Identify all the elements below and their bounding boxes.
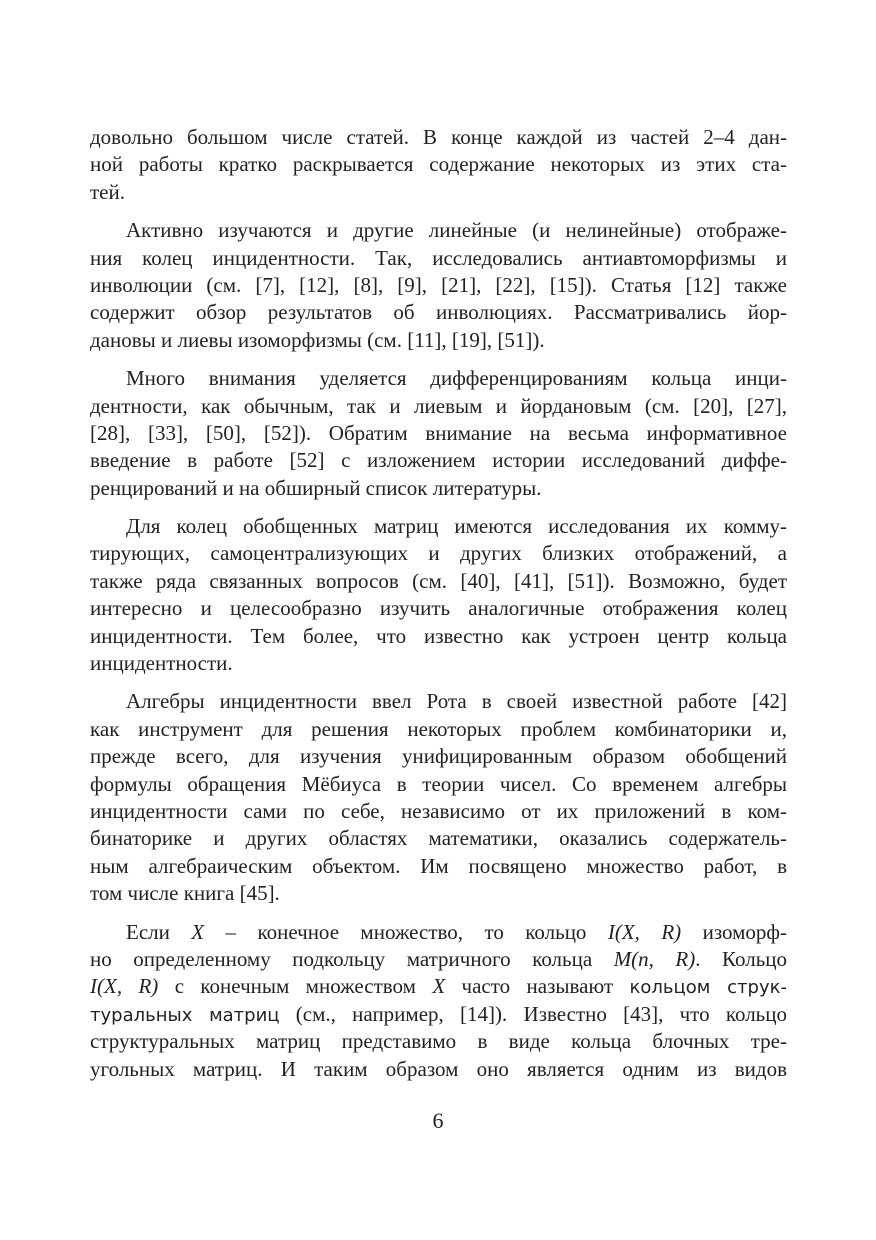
text-line: но определенному подкольцу матричного кольца M(n, R). Кольцо [90, 946, 788, 971]
text-block [90, 124, 787, 1083]
text-line: ным алгебраическим объектом. Им посвящено множество работ, в [90, 853, 787, 878]
text-line: бинаторике и других областях математики, оказались содержатель- [90, 826, 787, 851]
text-line: туральных матриц (см., например, [14]). Известно [43], что кольцо [90, 1001, 787, 1026]
paragraph-1 [90, 124, 787, 206]
text-line: содержит обзор результатов об инволюциях. Рассматривались йор- [90, 300, 787, 325]
paragraph-3 [90, 365, 787, 502]
text-line: [28], [33], [50], [52]). Обратим внимание на весьма информативное [90, 420, 787, 445]
page-number: 6 [432, 1108, 444, 1133]
math-x: X [432, 974, 446, 999]
text-line: тирующих, самоцентрализующих и других близких отображений, а [90, 541, 787, 566]
text-line: инцидентности. [90, 651, 233, 676]
text-line: инцидентности сами по себе, независимо от их приложений в ком- [90, 798, 787, 823]
text-line: дентности, как обычным, так и лиевым и йордановым (см. [20], [27], [90, 393, 787, 418]
paragraph-6 [90, 919, 787, 1083]
text-line: инцидентности. Тем более, что известно как устроен центр кольца [90, 623, 787, 648]
text-line: Активно изучаются и другие линейные (и нелинейные) отображе- [126, 218, 787, 243]
paragraph-5 [90, 688, 787, 907]
text-line: инволюции (см. [7], [12], [8], [9], [21], [22], [15]). Статья [12] также [90, 272, 787, 297]
text-line: Если X – конечное множество, то кольцо I(X, R) изоморф- [126, 919, 787, 944]
text-line: введение в работе [52] с изложением истории исследований диффе- [90, 448, 787, 473]
text-line: формулы обращения Мёбиуса в теории чисел. Со временем алгебры [90, 771, 787, 796]
text-line: структуральных матриц представимо в виде кольца блочных тре- [90, 1029, 787, 1054]
text-line: дановы и лиевы изоморфизмы (см. [11], [19], [51]). [90, 327, 545, 352]
paragraph-4 [90, 513, 787, 677]
text-line: ной работы кратко раскрывается содержание некоторых из этих ста- [90, 152, 787, 177]
text-line: Для колец обобщенных матриц имеются исследования их комму- [126, 514, 787, 539]
text-line: довольно большом числе статей. В конце каждой из частей 2–4 дан- [90, 125, 787, 149]
text-line: ния колец инцидентности. Так, исследовались антиавтоморфизмы и [90, 245, 787, 270]
defined-term: туральных матриц [90, 1004, 280, 1026]
text-line: ренцирований и на обширный список литературы. [90, 475, 542, 500]
math-ixr: I(X, R) [90, 974, 159, 999]
text-line: I(X, R) с конечным множеством X часто называют кольцом струк- [90, 974, 788, 999]
text-line: тей. [90, 179, 125, 204]
text-line: угольных матриц. И таким образом оно является одним из видов [90, 1056, 787, 1081]
text-line: интересно и целесообразно изучить аналогичные отображения колец [90, 596, 787, 621]
text-line: Алгебры инцидентности ввел Рота в своей известной работе [42] [126, 689, 787, 714]
text-line: как инструмент для решения некоторых проблем комбинаторики и, [90, 716, 787, 741]
text-line: также ряда связанных вопросов (см. [40], [41], [51]). Возможно, будет [90, 568, 787, 593]
text-line: Много внимания уделяется дифференцированиям кольца инци- [126, 366, 787, 391]
text-line: прежде всего, для изучения унифицированным образом обобщений [90, 744, 787, 769]
math-mnr: M(n, R) [613, 946, 696, 971]
paragraph-2 [90, 217, 787, 354]
math-ixr: I(X, R) [607, 919, 682, 944]
text-line: том числе книга [45]. [90, 881, 280, 906]
defined-term: кольцом струк- [629, 977, 788, 999]
math-x: X [191, 919, 205, 944]
